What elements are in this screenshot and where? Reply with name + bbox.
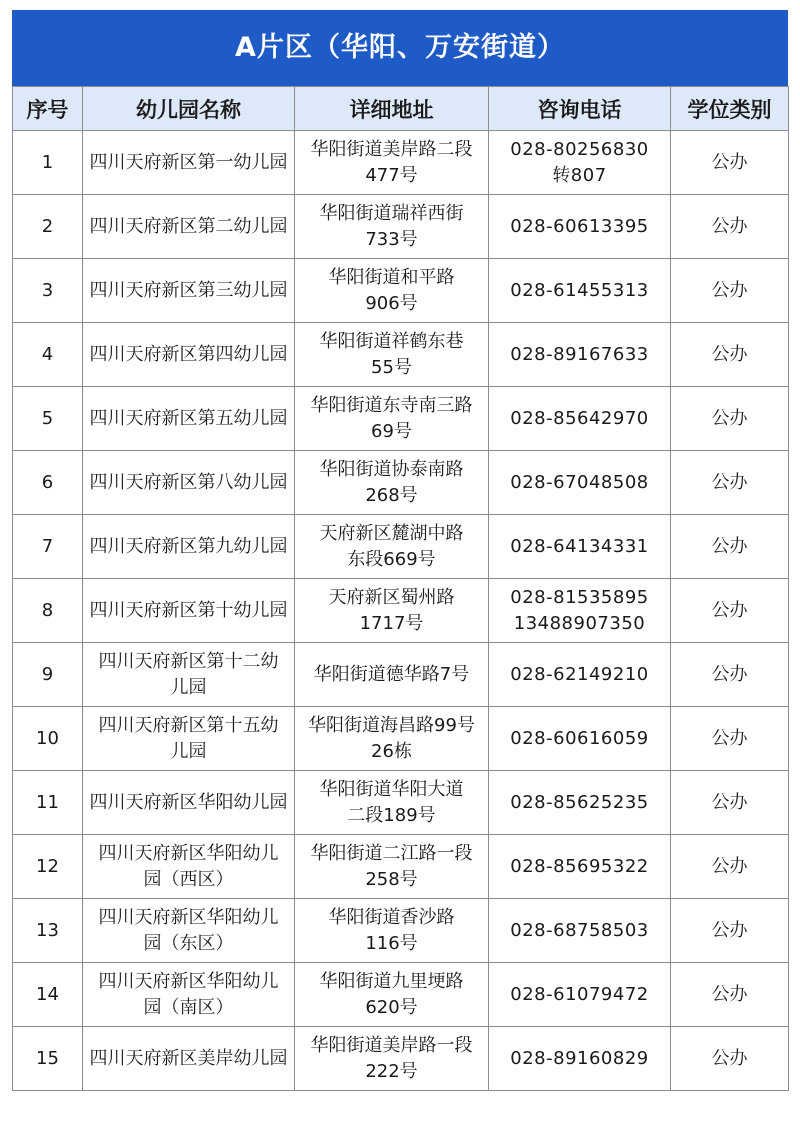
kindergarten-name-cell	[83, 323, 295, 387]
row-index-cell: 9	[13, 643, 83, 707]
kindergarten-name-cell	[83, 899, 295, 963]
row-index-cell: 8	[13, 579, 83, 643]
table-row	[13, 515, 789, 579]
address-cell	[295, 835, 489, 899]
phone-cell	[489, 259, 671, 323]
phone-line: 028-68758503	[510, 919, 649, 941]
table-row	[13, 835, 789, 899]
address-cell	[295, 771, 489, 835]
phone-line: 028-85642970	[510, 407, 649, 429]
address-cell	[295, 323, 489, 387]
kindergarten-name-cell	[83, 259, 295, 323]
kindergarten-name-cell	[83, 515, 295, 579]
table-row	[13, 387, 789, 451]
phone-cell	[489, 451, 671, 515]
address-line: 906号	[365, 292, 418, 314]
phone-cell	[489, 579, 671, 643]
kindergarten-table	[12, 86, 789, 1091]
kindergarten-name-cell	[83, 579, 295, 643]
address-cell	[295, 707, 489, 771]
table-row	[13, 771, 789, 835]
kindergarten-name-cell	[83, 131, 295, 195]
phone-line: 028-61079472	[510, 983, 649, 1005]
address-line: 东段669号	[347, 548, 436, 570]
kindergarten-name-line: 四川天府新区华阳幼儿	[98, 970, 279, 992]
row-index-cell: 5	[13, 387, 83, 451]
kindergarten-name-line: 四川天府新区第二幼儿园	[89, 215, 288, 237]
kindergarten-name-cell	[83, 643, 295, 707]
kindergarten-name-line: 四川天府新区第十二幼	[98, 650, 279, 672]
table-row	[13, 1027, 789, 1091]
table-row	[13, 451, 789, 515]
table-row	[13, 899, 789, 963]
degree-type-cell: 公办	[671, 579, 789, 643]
degree-type-cell: 公办	[671, 323, 789, 387]
degree-type-cell: 公办	[671, 1027, 789, 1091]
phone-line: 028-61455313	[510, 279, 649, 301]
kindergarten-name-cell	[83, 387, 295, 451]
address-cell	[295, 643, 489, 707]
address-line: 华阳街道九里埂路	[319, 970, 464, 992]
kindergarten-name-cell	[83, 451, 295, 515]
table-row	[13, 131, 789, 195]
header-row	[13, 87, 789, 131]
kindergarten-name-cell	[83, 835, 295, 899]
phone-line: 转807	[552, 164, 607, 186]
address-line: 华阳街道和平路	[328, 266, 455, 288]
phone-line: 028-89167633	[510, 343, 649, 365]
kindergarten-name-line: 四川天府新区第八幼儿园	[89, 471, 288, 493]
table-row	[13, 195, 789, 259]
row-index-cell: 12	[13, 835, 83, 899]
kindergarten-name-line: 四川天府新区第十幼儿园	[89, 599, 288, 621]
phone-cell	[489, 707, 671, 771]
kindergarten-name-line: 四川天府新区第三幼儿园	[89, 279, 288, 301]
address-line: 华阳街道祥鹤东巷	[319, 330, 464, 352]
header-type: 学位类别	[671, 87, 789, 131]
row-index-cell: 13	[13, 899, 83, 963]
address-line: 华阳街道海昌路99号	[308, 714, 475, 736]
kindergarten-name-line: 四川天府新区华阳幼儿	[98, 842, 279, 864]
address-cell	[295, 515, 489, 579]
phone-line: 028-62149210	[510, 663, 649, 685]
address-line: 华阳街道华阳大道	[319, 778, 464, 800]
address-line: 55号	[371, 356, 412, 378]
table-row	[13, 323, 789, 387]
address-cell	[295, 131, 489, 195]
phone-cell	[489, 899, 671, 963]
phone-line: 028-60613395	[510, 215, 649, 237]
address-line: 222号	[365, 1060, 418, 1082]
degree-type-cell: 公办	[671, 515, 789, 579]
address-cell	[295, 195, 489, 259]
row-index-cell: 11	[13, 771, 83, 835]
degree-type-cell: 公办	[671, 131, 789, 195]
degree-type-cell: 公办	[671, 195, 789, 259]
address-line: 天府新区麓湖中路	[319, 522, 464, 544]
kindergarten-name-line: 儿园	[170, 676, 207, 698]
address-line: 华阳街道二江路一段	[310, 842, 473, 864]
kindergarten-table-document	[12, 10, 788, 1091]
address-cell	[295, 387, 489, 451]
kindergarten-name-cell	[83, 771, 295, 835]
address-cell	[295, 963, 489, 1027]
phone-cell	[489, 963, 671, 1027]
degree-type-cell: 公办	[671, 707, 789, 771]
row-index-cell: 6	[13, 451, 83, 515]
kindergarten-name-cell	[83, 195, 295, 259]
degree-type-cell: 公办	[671, 643, 789, 707]
address-line: 华阳街道协泰南路	[319, 458, 464, 480]
phone-cell	[489, 643, 671, 707]
table-row	[13, 963, 789, 1027]
kindergarten-name-line: 四川天府新区第九幼儿园	[89, 535, 288, 557]
phone-line: 028-89160829	[510, 1047, 649, 1069]
address-line: 华阳街道香沙路	[328, 906, 455, 928]
degree-type-cell: 公办	[671, 771, 789, 835]
address-line: 华阳街道美岸路二段	[310, 138, 473, 160]
phone-line: 028-81535895	[510, 586, 649, 608]
address-line: 华阳街道东寺南三路	[310, 394, 473, 416]
address-cell	[295, 899, 489, 963]
table-row	[13, 707, 789, 771]
row-index-cell: 1	[13, 131, 83, 195]
degree-type-cell: 公办	[671, 963, 789, 1027]
phone-cell	[489, 771, 671, 835]
phone-cell	[489, 131, 671, 195]
address-line: 258号	[365, 868, 418, 890]
header-phone: 咨询电话	[489, 87, 671, 131]
address-cell	[295, 1027, 489, 1091]
address-cell	[295, 579, 489, 643]
phone-cell	[489, 387, 671, 451]
table-row	[13, 259, 789, 323]
phone-line: 028-85625235	[510, 791, 649, 813]
kindergarten-name-line: 园（东区）	[143, 932, 234, 954]
header-index: 序号	[13, 87, 83, 131]
address-line: 1717号	[359, 612, 424, 634]
address-line: 620号	[365, 996, 418, 1018]
degree-type-cell: 公办	[671, 259, 789, 323]
table-row	[13, 579, 789, 643]
table-row	[13, 643, 789, 707]
address-line: 华阳街道德华路7号	[313, 663, 470, 685]
address-line: 二段189号	[347, 804, 436, 826]
row-index-cell: 15	[13, 1027, 83, 1091]
row-index-cell: 3	[13, 259, 83, 323]
kindergarten-name-cell	[83, 707, 295, 771]
address-line: 天府新区蜀州路	[328, 586, 455, 608]
address-line: 116号	[365, 932, 418, 954]
kindergarten-name-line: 四川天府新区第一幼儿园	[89, 151, 288, 173]
degree-type-cell: 公办	[671, 899, 789, 963]
kindergarten-name-line: 四川天府新区华阳幼儿园	[89, 791, 288, 813]
kindergarten-name-line: 四川天府新区第四幼儿园	[89, 343, 288, 365]
address-line: 733号	[365, 228, 418, 250]
phone-cell	[489, 515, 671, 579]
row-index-cell: 7	[13, 515, 83, 579]
row-index-cell: 14	[13, 963, 83, 1027]
kindergarten-name-cell	[83, 963, 295, 1027]
kindergarten-name-line: 四川天府新区第五幼儿园	[89, 407, 288, 429]
phone-line: 028-67048508	[510, 471, 649, 493]
degree-type-cell: 公办	[671, 835, 789, 899]
address-line: 268号	[365, 484, 418, 506]
phone-line: 13488907350	[513, 612, 646, 634]
phone-line: 028-60616059	[510, 727, 649, 749]
phone-line: 028-80256830	[510, 138, 649, 160]
row-index-cell: 4	[13, 323, 83, 387]
kindergarten-name-line: 四川天府新区华阳幼儿	[98, 906, 279, 928]
address-line: 477号	[365, 164, 418, 186]
phone-cell	[489, 323, 671, 387]
phone-cell	[489, 195, 671, 259]
degree-type-cell: 公办	[671, 387, 789, 451]
header-name: 幼儿园名称	[83, 87, 295, 131]
phone-line: 028-85695322	[510, 855, 649, 877]
address-line: 69号	[371, 420, 412, 442]
kindergarten-name-line: 儿园	[170, 740, 207, 762]
address-cell	[295, 451, 489, 515]
kindergarten-name-line: 园（西区）	[143, 868, 234, 890]
row-index-cell: 10	[13, 707, 83, 771]
phone-cell	[489, 1027, 671, 1091]
kindergarten-name-cell	[83, 1027, 295, 1091]
row-index-cell: 2	[13, 195, 83, 259]
degree-type-cell: 公办	[671, 451, 789, 515]
kindergarten-name-line: 四川天府新区第十五幼	[98, 714, 279, 736]
phone-line: 028-64134331	[510, 535, 649, 557]
kindergarten-name-line: 园（南区）	[143, 996, 234, 1018]
address-line: 26栋	[371, 740, 412, 762]
table-title: A片区（华阳、万安街道）	[12, 10, 788, 86]
kindergarten-name-line: 四川天府新区美岸幼儿园	[89, 1047, 288, 1069]
address-line: 华阳街道美岸路一段	[310, 1034, 473, 1056]
phone-cell	[489, 835, 671, 899]
address-cell	[295, 259, 489, 323]
header-address: 详细地址	[295, 87, 489, 131]
address-line: 华阳街道瑞祥西街	[319, 202, 464, 224]
